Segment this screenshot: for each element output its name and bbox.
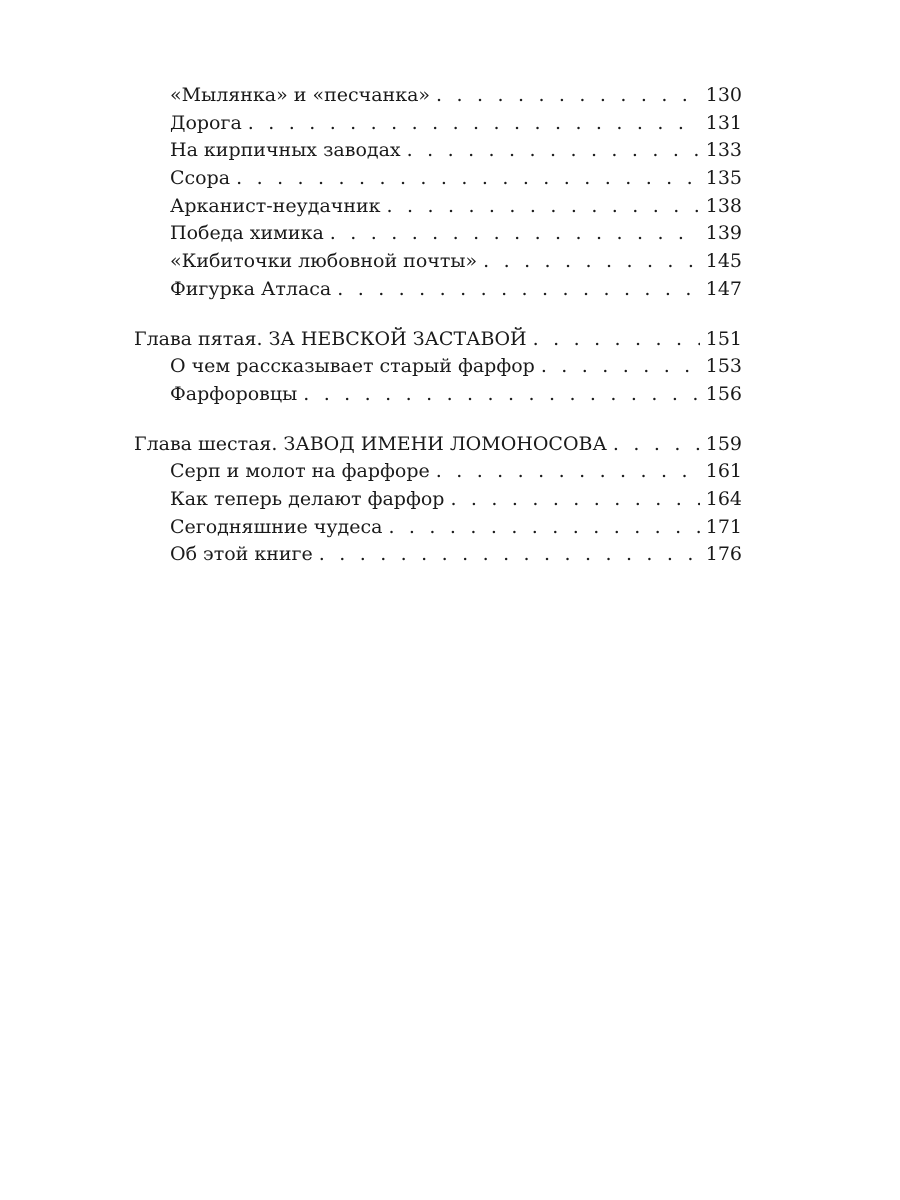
toc-chapter-page: 151 [705, 327, 742, 350]
toc-entry-page: 135 [705, 167, 742, 190]
toc-entry-page: 171 [705, 515, 742, 538]
toc-entry-page: 131 [705, 111, 742, 134]
dot-leader [319, 541, 700, 569]
toc-entry-page: 156 [705, 382, 742, 405]
dot-leader [337, 276, 699, 304]
toc-entry [134, 353, 742, 381]
toc-entry-page: 164 [705, 487, 742, 510]
toc-entry-title: Фигурка Атласа [170, 277, 332, 300]
toc-chapter-heading [134, 326, 742, 354]
toc-entry-title: Как теперь делают фарфор [170, 487, 445, 510]
toc-entry-title: Об этой книге [170, 543, 313, 566]
toc-group-chapter-six [134, 431, 742, 569]
toc-entry-title: Дорога [170, 111, 242, 134]
toc-entry-title: Ссора [170, 167, 231, 190]
toc-entry-page: 161 [705, 460, 742, 483]
toc-entry-page: 153 [705, 355, 742, 378]
dot-leader [533, 326, 700, 354]
dot-leader [330, 220, 700, 248]
toc-entry [134, 486, 742, 514]
toc-entry [134, 220, 742, 248]
dot-leader [387, 193, 700, 221]
toc-entry [134, 82, 742, 110]
toc-entry-page: 138 [705, 194, 742, 217]
toc-entry-title: Фарфоровцы [170, 382, 298, 405]
toc-entry [134, 193, 742, 221]
toc-entry-page: 139 [705, 222, 742, 245]
dot-leader [613, 431, 700, 459]
toc-entry-page: 145 [705, 250, 742, 273]
toc-entry-title: Серп и молот на фарфоре [170, 460, 430, 483]
toc-entry-title: О чем рассказывает старый фарфор [170, 355, 535, 378]
toc-group-chapter-four-continued [134, 82, 742, 304]
toc-entry-page: 176 [705, 543, 742, 566]
dot-leader [248, 110, 700, 138]
toc-entry-page: 147 [705, 277, 742, 300]
toc-entry [134, 514, 742, 542]
dot-leader [450, 486, 699, 514]
toc-chapter-page: 159 [705, 432, 742, 455]
dot-leader [483, 248, 700, 276]
toc-entry [134, 276, 742, 304]
dot-leader [541, 353, 700, 381]
dot-leader [436, 82, 700, 110]
toc-entry [134, 137, 742, 165]
toc-entry-title: «Мылянка» и «песчанка» [170, 84, 431, 106]
toc-entry-title: Сегодняшние чудеса [170, 515, 383, 538]
dot-leader [407, 137, 700, 165]
toc-entry [134, 165, 742, 193]
toc-chapter-title: Глава пятая. ЗА НЕВСКОЙ ЗАСТАВОЙ [134, 327, 527, 350]
toc-entry-title: «Кибиточки любовной почты» [170, 250, 478, 273]
toc-entry-title: Арканист-неудачник [170, 194, 381, 217]
toc-entry [134, 110, 742, 138]
dot-leader [236, 165, 700, 193]
toc-entry-page: 133 [705, 139, 742, 162]
toc-entry-title: На кирпичных заводах [170, 139, 401, 162]
toc-entry-title: Победа химика [170, 222, 324, 245]
toc-entry [134, 381, 742, 409]
toc-entry [134, 458, 742, 486]
toc-entry [134, 541, 742, 569]
table-of-contents [134, 82, 742, 569]
dot-leader [436, 458, 700, 486]
toc-entry-page: 130 [705, 84, 742, 106]
dot-leader [303, 381, 700, 409]
toc-group-chapter-five [134, 326, 742, 409]
toc-entry [134, 248, 742, 276]
dot-leader [388, 514, 699, 542]
toc-chapter-title: Глава шестая. ЗАВОД ИМЕНИ ЛОМОНОСОВА [134, 432, 607, 455]
toc-chapter-heading [134, 431, 742, 459]
